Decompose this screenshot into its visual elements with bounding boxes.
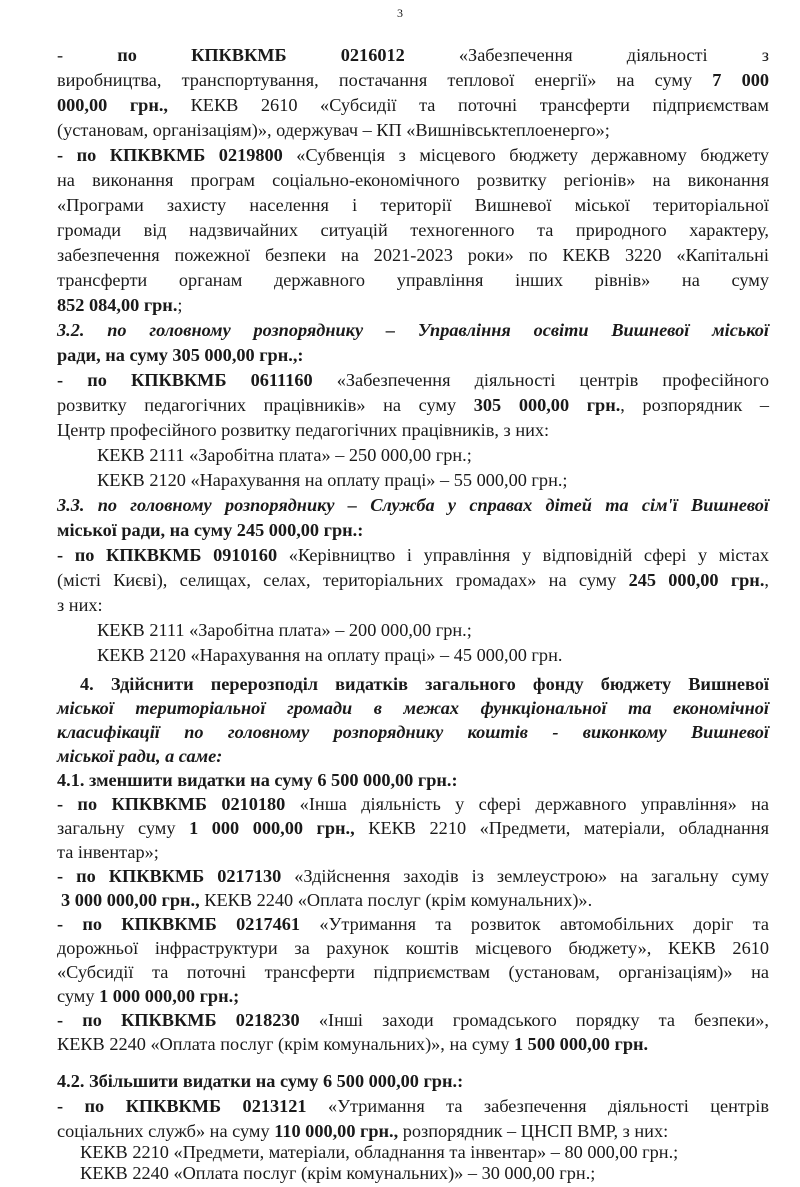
text-line (57, 370, 769, 391)
emphasis-text: міської ради, а саме: (57, 746, 223, 766)
emphasis-text: 3.2. по головному розпоряднику – Управління освіти Вишневої міської (57, 320, 769, 340)
line-text: «Програми захисту населення і території Вишневої міської територіальної (57, 195, 769, 215)
line-text (137, 45, 191, 65)
text-line (97, 470, 568, 491)
line-text: ; (177, 295, 183, 315)
line-text: «Забезпечення діяльності з (404, 45, 769, 65)
line-text: КЕКВ 2240 «Оплата послуг (крім комунальних)». (199, 890, 593, 910)
line-text: КЕКВ 2111 «Заробітна плата» – 250 000,00 грн.; (97, 445, 472, 465)
emphasis-text: 000,00 грн., (57, 95, 168, 115)
text-line (97, 620, 472, 641)
emphasis-text: 4.1. зменшити видатки на суму 6 500 000,00 грн.: (57, 770, 458, 790)
text-line (57, 1071, 769, 1092)
line-text: «Керівництво і управління у відповідній сфері у містах (277, 545, 769, 565)
emphasis-text: 3 000 000,00 грн., (61, 890, 200, 910)
line-text: - (57, 45, 118, 65)
text-line (57, 45, 769, 66)
emphasis-text: міської територіальної громади в межах функціональної та економічної (57, 698, 769, 718)
text-line (57, 120, 769, 141)
line-text: дорожньої інфраструктури за рахунок коштів місцевого бюджету», КЕКВ 2610 (57, 938, 769, 958)
text-line (80, 674, 769, 695)
emphasis-text: - по КПКВКМБ 0217130 (57, 866, 282, 886)
text-line (57, 746, 769, 767)
emphasis-text: 7 000 (712, 70, 769, 90)
text-line (57, 70, 769, 91)
line-text: на виконання програм соціально-економічного розвитку регіонів» на виконання (57, 170, 769, 190)
text-line (57, 345, 769, 366)
emphasis-text: - по КПКВКМБ 0219800 (57, 145, 283, 165)
text-line (57, 1121, 769, 1142)
line-text: «Здійснення заходів із землеустрою» на загальну суму (281, 866, 769, 886)
line-text: «Субсидії та поточні трансферти підприємствам (установам, організаціям)» на (57, 962, 769, 982)
text-line (57, 722, 769, 743)
text-line (61, 890, 773, 911)
emphasis-text: - по КПКВКМБ 0910160 (57, 545, 278, 565)
text-line (57, 520, 769, 541)
text-line (57, 698, 769, 719)
line-text: трансферти органам державного управління інших рівнів» на суму (57, 270, 769, 290)
emphasis-text: класифікації по головному розпоряднику коштів - виконкому Вишневої (57, 722, 769, 742)
line-text: КЕКВ 2210 «Предмети, матеріали, обладнання (354, 818, 769, 838)
line-text: «Забезпечення діяльності центрів професійного (312, 370, 769, 390)
text-line (57, 770, 769, 791)
emphasis-text: 305 000,00 грн. (473, 395, 621, 415)
emphasis-text: 4.2. Збільшити видатки на суму 6 500 000,00 грн.: (57, 1071, 464, 1091)
line-text: Центр професійного розвитку педагогічних працівників, з них: (57, 420, 550, 440)
text-line (57, 145, 769, 166)
page-number: 3 (397, 6, 403, 20)
emphasis-text: КПКВКМБ (191, 45, 287, 65)
line-text: КЕКВ 2120 «Нарахування на оплату праці» – 55 000,00 грн.; (97, 470, 568, 490)
emphasis-text: - по КПКВКМБ 0218230 (57, 1010, 300, 1030)
emphasis-text: ради, на суму 305 000,00 грн.,: (57, 345, 304, 365)
line-text: КЕКВ 2240 «Оплата послуг (крім комунальних)» – 30 000,00 грн.; (80, 1163, 596, 1183)
text-line (97, 445, 472, 466)
emphasis-text: 1 000 000,00 грн., (189, 818, 355, 838)
line-text: КЕКВ 2610 «Субсидії та поточні трансферти підприємствам (168, 95, 769, 115)
text-line (57, 986, 769, 1007)
text-line (57, 1096, 769, 1117)
emphasis-text: 3.3. по головному розпоряднику – Служба у справах дітей та сім'ї Вишневої (57, 495, 769, 515)
text-line (80, 1142, 678, 1163)
text-line (57, 914, 769, 935)
line-text: громади від надзвичайних ситуацій техногенного та природного характеру, (57, 220, 769, 240)
line-text: забезпечення пожежної безпеки на 2021-2023 роки» по КЕКВ 3220 «Капітальні (57, 245, 769, 265)
line-text: з них: (57, 595, 103, 615)
emphasis-text: по (117, 45, 137, 65)
text-line (57, 818, 769, 839)
text-line (57, 595, 769, 616)
text-line (80, 1163, 595, 1184)
line-text: (місті Києві), селищах, селах, територіальних громадах» на суму (57, 570, 629, 590)
emphasis-text: - по КПКВКМБ 0210180 (57, 794, 286, 814)
line-text: «Утримання та забезпечення діяльності центрів (306, 1096, 769, 1116)
text-line (57, 320, 769, 341)
text-line (57, 170, 769, 191)
text-line (57, 270, 769, 291)
line-text: КЕКВ 2120 «Нарахування на оплату праці» – 45 000,00 грн. (97, 645, 563, 665)
line-text: та інвентар»; (57, 842, 159, 862)
text-line (57, 420, 769, 441)
emphasis-text: - по КПКВКМБ 0217461 (57, 914, 301, 934)
line-text: виробництва, транспортування, постачання теплової енергії» на суму (57, 70, 713, 90)
emphasis-text: 245 000,00 грн. (628, 570, 765, 590)
text-line (57, 962, 769, 983)
emphasis-text: міської ради, на суму 245 000,00 грн.: (57, 520, 364, 540)
line-text: «Інша діяльність у сфері державного управління» на (285, 794, 770, 814)
emphasis-text: 1 500 000,00 грн. (513, 1034, 649, 1054)
emphasis-text: - по КПКВКМБ 0611160 (57, 370, 313, 390)
line-text: розвитку педагогічних працівників» на суму (57, 395, 474, 415)
text-line (57, 395, 769, 416)
line-text: «Утримання та розвиток автомобільних доріг та (300, 914, 769, 934)
text-line (57, 220, 769, 241)
text-line (57, 570, 769, 591)
text-line (57, 495, 769, 516)
line-text: «Субвенція з місцевого бюджету державному бюджету (282, 145, 769, 165)
text-line (97, 645, 562, 666)
line-text: КЕКВ 2240 «Оплата послуг (крім комунальних)», на суму (57, 1034, 514, 1054)
line-text: КЕКВ 2111 «Заробітна плата» – 200 000,00 грн.; (97, 620, 472, 640)
text-line (57, 195, 769, 216)
line-text: (установам, організаціям)», одержувач – КП «Вишнівськтеплоенерго»; (57, 120, 610, 140)
text-line (57, 95, 769, 116)
emphasis-text: 110 000,00 грн., (274, 1121, 399, 1141)
text-line (57, 842, 769, 863)
text-line (57, 295, 769, 316)
text-line (57, 245, 769, 266)
emphasis-text: 0216012 (340, 45, 405, 65)
line-text: соціальних служб» на суму (57, 1121, 275, 1141)
line-text: КЕКВ 2210 «Предмети, матеріали, обладнання та інвентар» – 80 000,00 грн.; (80, 1142, 679, 1162)
emphasis-text: 1 000 000,00 грн.; (99, 986, 240, 1006)
line-text: , (764, 570, 769, 590)
line-text (287, 45, 341, 65)
text-line (57, 1010, 769, 1031)
emphasis-text: - по КПКВКМБ 0213121 (57, 1096, 307, 1116)
emphasis-text: 4. Здійснити перерозподіл видатків загального фонду бюджету Вишневої (80, 674, 769, 694)
line-text: загальну суму (57, 818, 190, 838)
line-text: розпорядник – ЦНСП ВМР, з них: (398, 1121, 669, 1141)
line-text: , розпорядник – (620, 395, 769, 415)
emphasis-text: 852 084,00 грн. (57, 295, 178, 315)
text-line (57, 794, 769, 815)
line-text: «Інші заходи громадського порядку та безпеки», (299, 1010, 769, 1030)
text-line (57, 866, 769, 887)
text-line (57, 1034, 769, 1055)
line-text: суму (57, 986, 100, 1006)
text-line (57, 938, 769, 959)
text-line (57, 545, 769, 566)
